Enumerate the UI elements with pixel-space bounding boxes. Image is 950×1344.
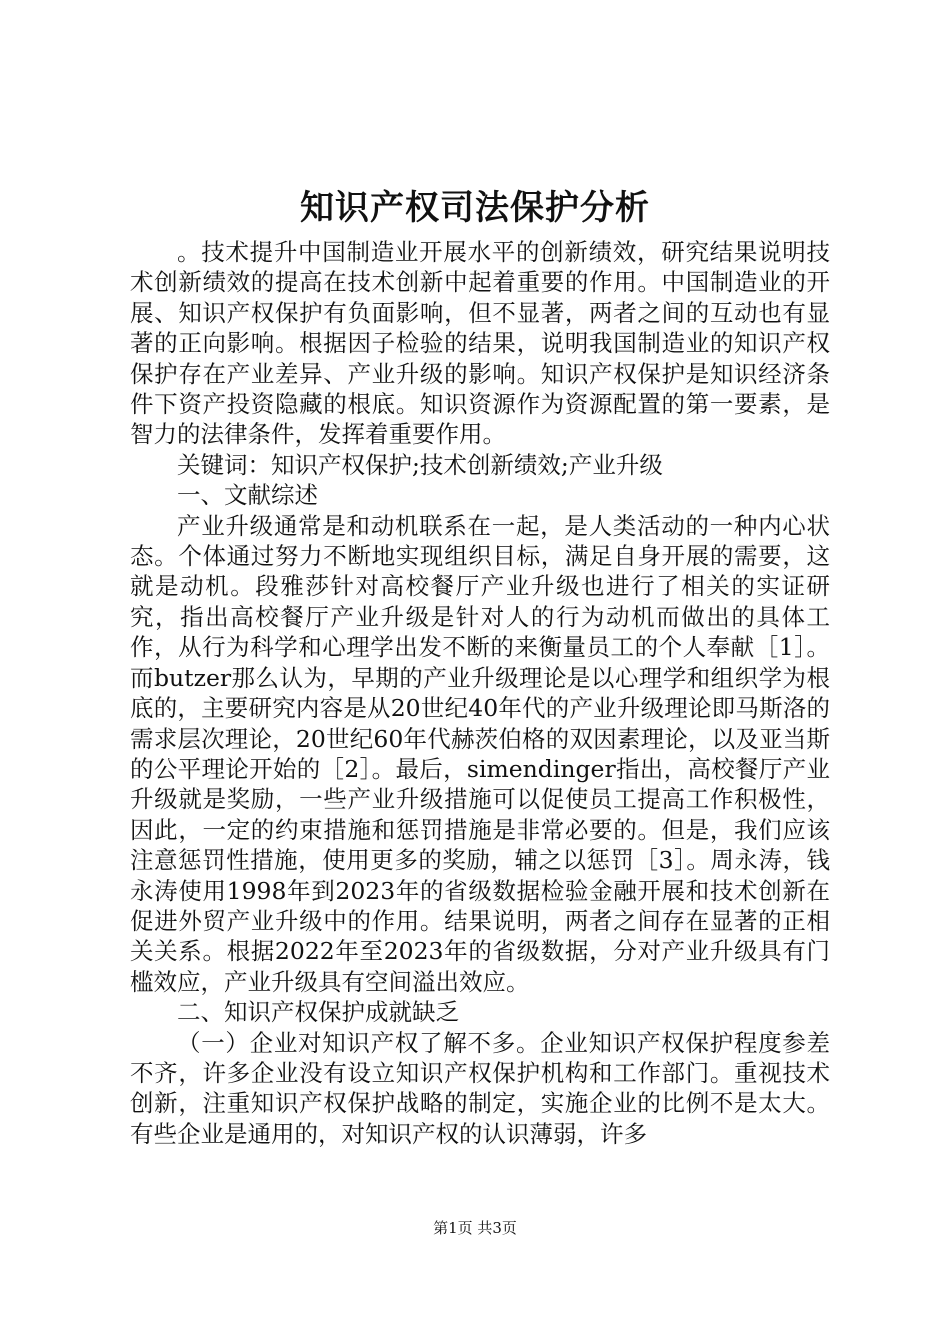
abstract-paragraph: 。技术提升中国制造业开展水平的创新绩效，研究结果说明技术创新绩效的提高在技术创新中起着重要的作用。中国制造业的开展、知识产权保护有负面影响，但不显著，两者之间的互动也有显著的正向影响。根据因子检验的结果，说明我国制造业的知识产权保护存在产业差异、产业升级的影响。知识产权保护是知识经济条件下资产投资隐藏的根底。知识资源作为资源配置的第一要素，是智力的法律条件，发挥着重要作用。 (130, 238, 830, 449)
page-footer: 第1页 共3页 (433, 1219, 517, 1237)
ip-protection-paragraph: （一）企业对知识产权了解不多。企业知识产权保护程度参差不齐，许多企业没有设立知识产权保护机构和工作部门。重视技术创新，注重知识产权保护战略的制定，实施企业的比例不是太大。有些企业是通用的，对知识产权的认识薄弱，许多 (130, 1028, 830, 1148)
document-title: 知识产权司法保护分析 (300, 188, 650, 228)
document-body (130, 237, 830, 1149)
literature-review-paragraph: 产业升级通常是和动机联系在一起，是人类活动的一种内心状态。个体通过努力不断地实现组织目标，满足自身开展的需要，这就是动机。段雅莎针对高校餐厅产业升级也进行了相关的实证研究，指出高校餐厅产业升级是针对人的行为动机而做出的具体工作，从行为科学和心理学出发不断的来衡量员工的个人奉献［1］。而butzer那么认为，早期的产业升级理论是以心理学和组织学为根底的，主要研究内容是从20世纪40年代的产业升级理论即马斯洛的需求层次理论，20世纪60年代赫茨伯格的双因素理论，以及亚当斯的公平理论开始的［2］。最后，simendinger指出，高校餐厅产业升级就是奖励，一些产业升级措施可以促使员工提高工作积极性，因此，一定的约束措施和惩罚措施是非常必要的。但是，我们应该注意惩罚性措施，使用更多的奖励，辅之以惩罚［3］。周永涛，钱永涛使用1998年到2023年的省级数据检验金融开展和技术创新在促进外贸产业升级中的作用。结果说明，两者之间存在显著的正相关关系。根据2022年至2023年的省级数据，分对产业升级具有门槛效应，产业升级具有空间溢出效应。 (130, 511, 830, 996)
section-heading-literature-review: 一、文献综述 (177, 481, 318, 510)
keywords-line: 关键词：知识产权保护;技术创新绩效;产业升级 (177, 450, 663, 479)
section-heading-ip-protection: 二、知识产权保护成就缺乏 (177, 998, 459, 1027)
